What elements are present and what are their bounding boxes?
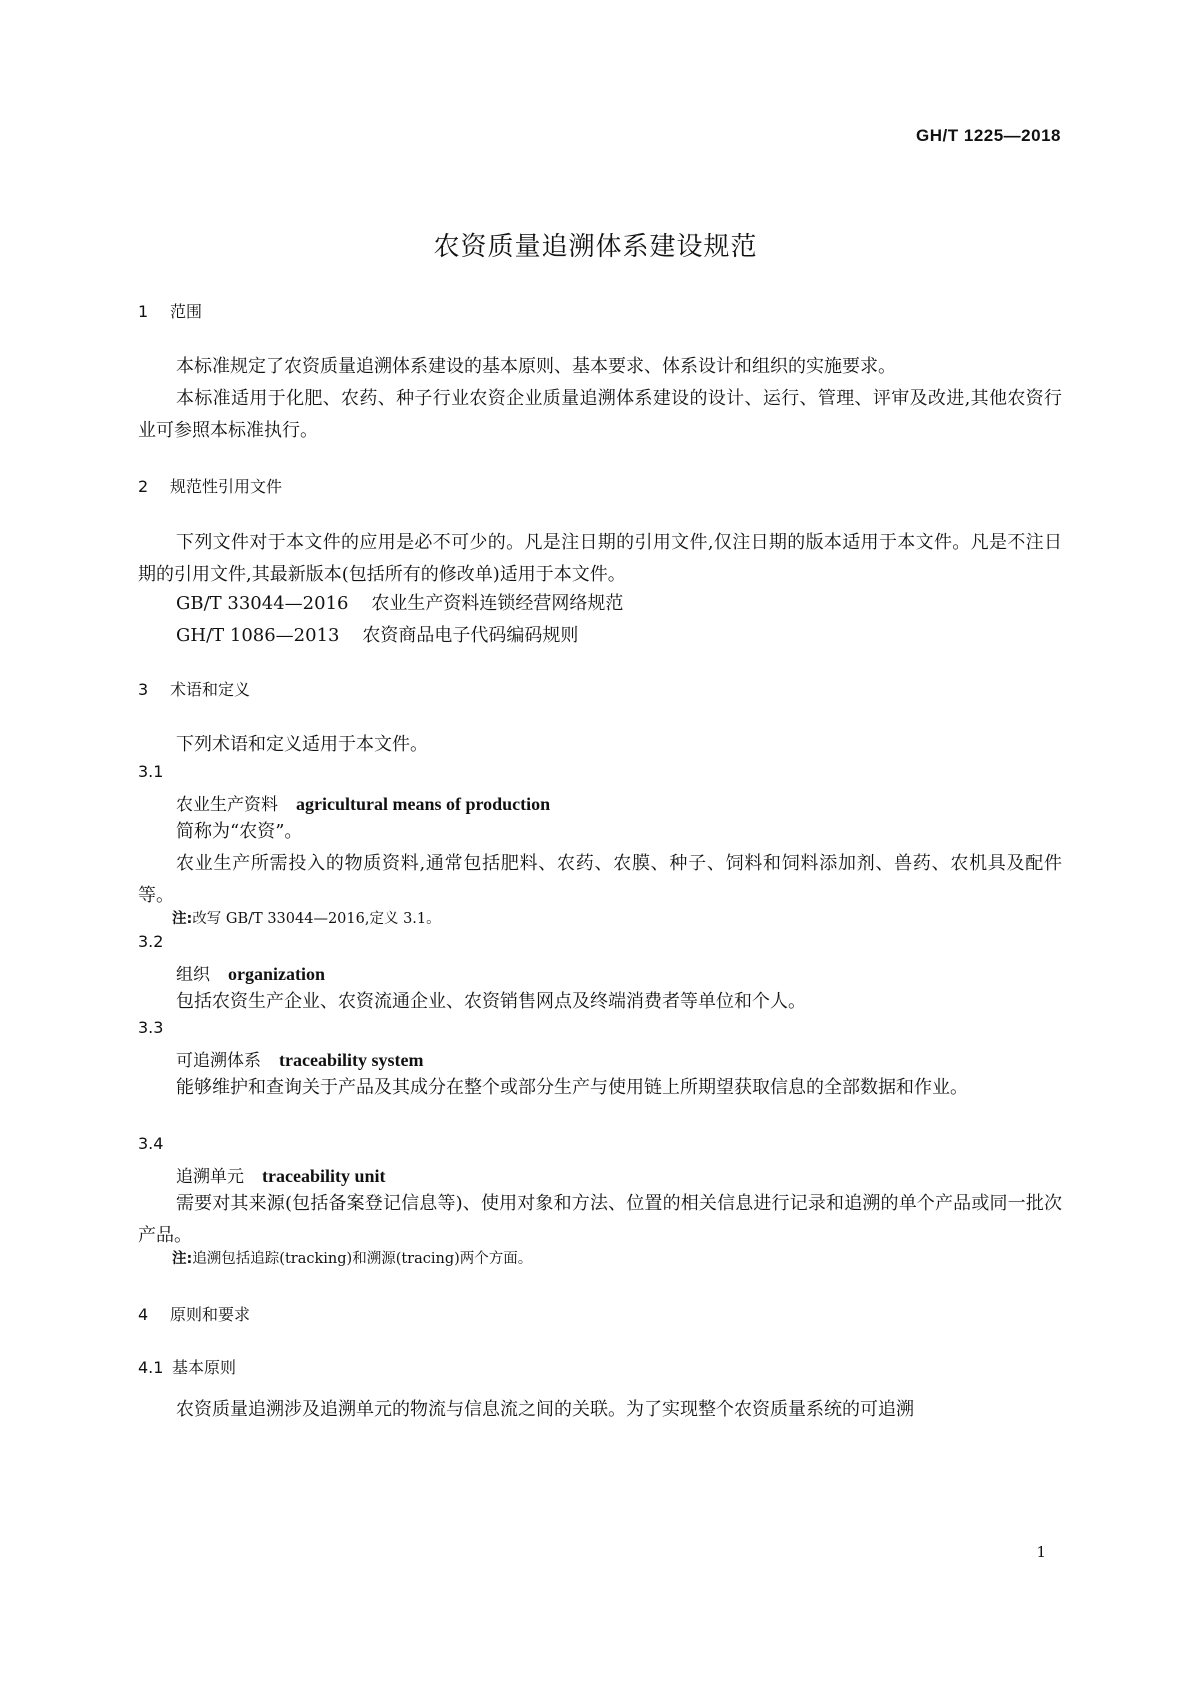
reference-code: GB/T 33044—2016 <box>176 593 349 614</box>
term-definition: 能够维护和查询关于产品及其成分在整个或部分生产与使用链上所期望获取信息的全部数据和作业。 <box>176 1077 968 1098</box>
term-zh: 追溯单元 <box>176 1167 244 1187</box>
term-definition: 简称为“农资”。 <box>176 821 303 842</box>
section-title: 原则和要求 <box>170 1305 251 1324</box>
section-number: 2 <box>138 477 149 496</box>
term-zh: 农业生产资料 <box>176 795 278 815</box>
section-1-paragraph-2: 本标准适用于化肥、农药、种子行业农资企业质量追溯体系建设的设计、运行、管理、评审及改进,其他农资行业可参照本标准执行。 <box>138 388 1062 441</box>
section-2-paragraph-1: 下列文件对于本文件的应用是必不可少的。凡是注日期的引用文件,仅注日期的版本适用于本文件。凡是不注日期的引用文件,其最新版本(包括所有的修改单)适用于本文件。 <box>138 532 1062 585</box>
page-number: 1 <box>1036 1543 1046 1561</box>
reference-name: 农业生产资料连锁经营网络规范 <box>371 593 624 614</box>
section-number: 1 <box>138 302 149 321</box>
subsection-4-1-heading <box>138 1355 236 1378</box>
section-1-heading <box>138 299 202 322</box>
term-number: 3.4 <box>138 1134 164 1153</box>
term-number: 3.2 <box>138 932 164 951</box>
section-number: 4 <box>138 1305 149 1324</box>
subsection-title: 基本原则 <box>172 1358 237 1377</box>
term-zh: 组织 <box>176 965 210 985</box>
term-en: agricultural means of production <box>296 794 551 814</box>
term-number: 3.1 <box>138 762 164 781</box>
standard-code: GH/T 1225—2018 <box>916 126 1061 145</box>
term-heading <box>176 960 325 985</box>
term-note <box>172 1247 532 1268</box>
document-title: 农资质量追溯体系建设规范 <box>433 232 758 262</box>
section-4-heading <box>138 1302 250 1325</box>
note-text: 追溯包括追踪(tracking)和溯源(tracing)两个方面。 <box>192 1251 533 1267</box>
section-3-heading <box>138 677 250 700</box>
reference-code: GH/T 1086—2013 <box>176 625 340 646</box>
reference-item <box>176 621 578 647</box>
term-definition: 农业生产所需投入的物质资料,通常包括肥料、农药、农膜、种子、饲料和饲料添加剂、兽药、农机具及配件等。 <box>138 853 1062 906</box>
term-en: traceability system <box>279 1050 424 1070</box>
term-zh: 可追溯体系 <box>176 1051 261 1071</box>
subsection-number: 4.1 <box>138 1358 164 1377</box>
section-title: 范围 <box>170 302 203 321</box>
term-en: organization <box>228 964 325 984</box>
term-definition: 需要对其来源(包括备案登记信息等)、使用对象和方法、位置的相关信息进行记录和追溯的单个产品或同一批次产品。 <box>138 1193 1062 1246</box>
section-3-intro: 下列术语和定义适用于本文件。 <box>176 734 428 755</box>
reference-name: 农资商品电子代码编码规则 <box>362 625 579 646</box>
term-heading <box>176 1162 386 1187</box>
term-heading <box>176 1046 423 1071</box>
note-label: 注: <box>172 1251 193 1267</box>
reference-item <box>176 589 623 615</box>
term-en: traceability unit <box>262 1166 386 1186</box>
term-heading <box>176 790 550 815</box>
term-definition: 包括农资生产企业、农资流通企业、农资销售网点及终端消费者等单位和个人。 <box>176 991 806 1012</box>
section-number: 3 <box>138 680 149 699</box>
subsection-4-1-paragraph: 农资质量追溯涉及追溯单元的物流与信息流之间的关联。为了实现整个农资质量系统的可追溯 <box>176 1399 914 1420</box>
section-title: 规范性引用文件 <box>170 477 283 496</box>
term-number: 3.3 <box>138 1018 164 1037</box>
section-title: 术语和定义 <box>170 680 251 699</box>
term-note <box>172 907 441 928</box>
note-text: 改写 GB/T 33044—2016,定义 3.1。 <box>192 911 441 927</box>
note-label: 注: <box>172 911 193 927</box>
section-2-heading <box>138 474 282 497</box>
section-1-paragraph-1: 本标准规定了农资质量追溯体系建设的基本原则、基本要求、体系设计和组织的实施要求。 <box>176 356 896 377</box>
